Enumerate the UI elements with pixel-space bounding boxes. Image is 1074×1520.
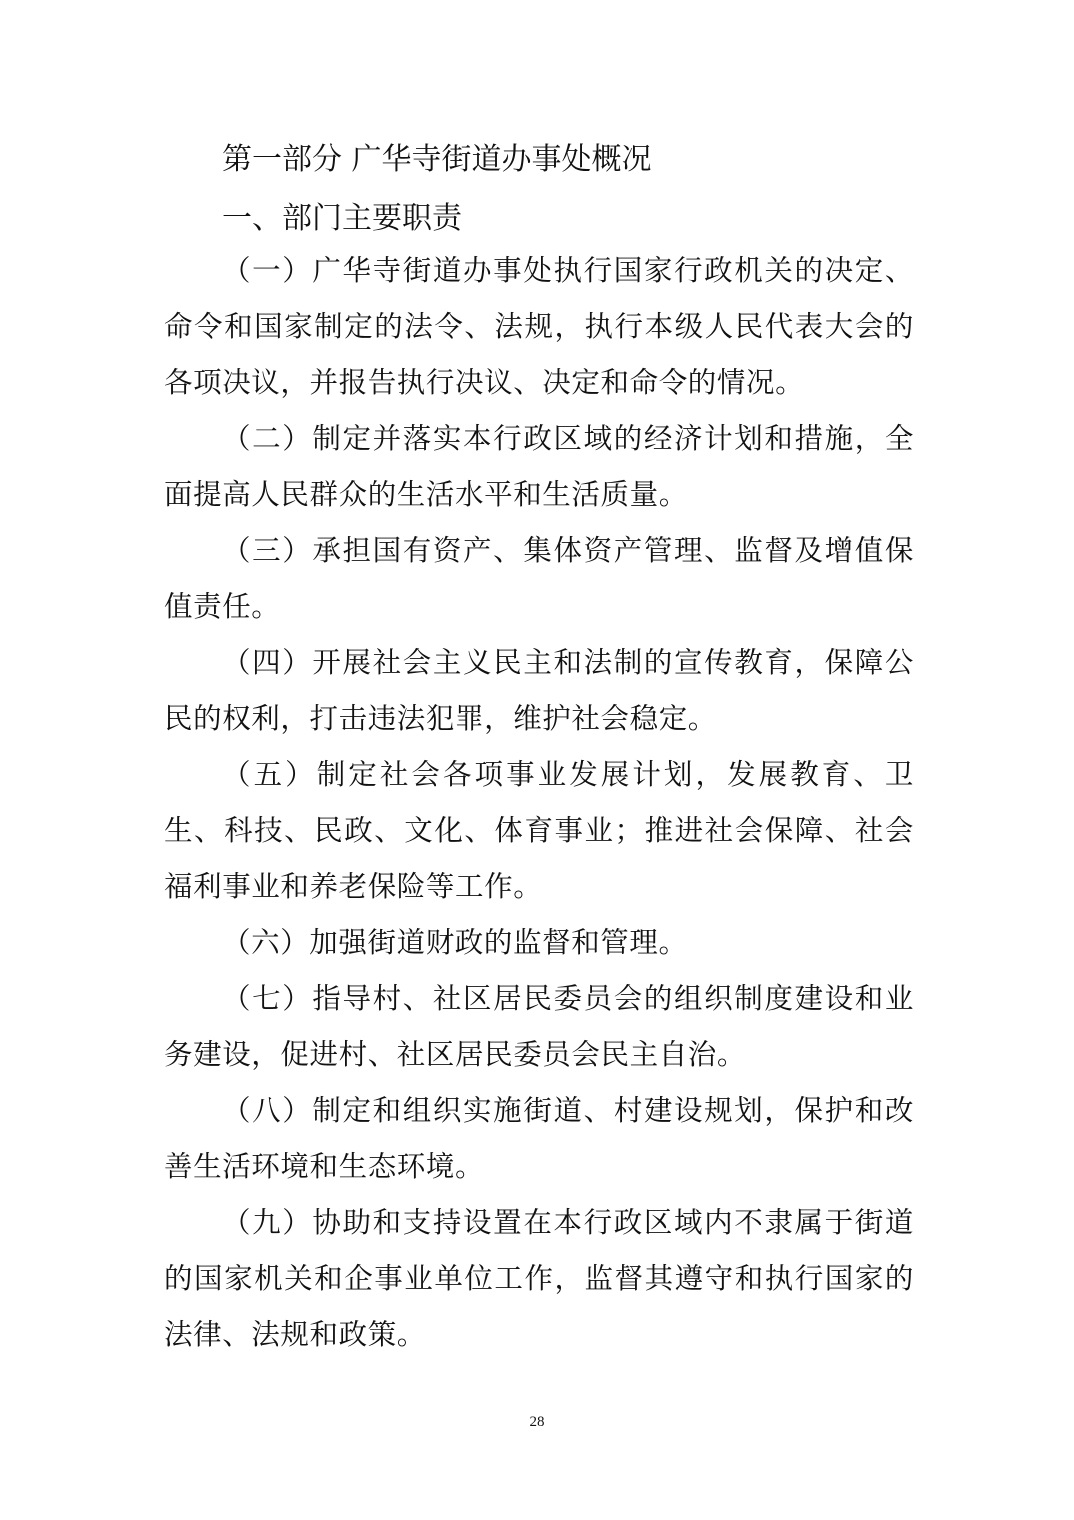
duty-paragraph-4: （四）开展社会主义民主和法制的宣传教育，保障公民的权利，打击违法犯罪，维护社会稳定。 <box>164 646 914 735</box>
duty-paragraph-9: （九）协助和支持设置在本行政区域内不隶属于街道的国家机关和企事业单位工作，监督其遵守和执行国家的法律、法规和政策。 <box>164 1206 914 1351</box>
duty-paragraph-6: （六）加强街道财政的监督和管理。 <box>222 926 688 959</box>
page-number: 28 <box>529 1414 545 1430</box>
part-title: 第一部分 广华寺街道办事处概况 <box>222 142 652 177</box>
duty-paragraph-8: （八）制定和组织实施街道、村建设规划，保护和改善生活环境和生态环境。 <box>164 1094 914 1183</box>
section-heading: 一、部门主要职责 <box>222 201 462 236</box>
duty-paragraph-5: （五）制定社会各项事业发展计划，发展教育、卫生、科技、民政、文化、体育事业；推进社会保障、社会福利事业和养老保险等工作。 <box>164 758 914 903</box>
duty-paragraph-1: （一）广华寺街道办事处执行国家行政机关的决定、命令和国家制定的法令、法规，执行本级人民代表大会的各项决议，并报告执行决议、决定和命令的情况。 <box>164 254 914 399</box>
duty-paragraph-2: （二）制定并落实本行政区域的经济计划和措施，全面提高人民群众的生活水平和生活质量。 <box>164 422 914 511</box>
duties-list <box>164 243 914 1363</box>
duty-paragraph-7: （七）指导村、社区居民委员会的组织制度建设和业务建设，促进村、社区居民委员会民主自治。 <box>164 982 914 1071</box>
duty-paragraph-3: （三）承担国有资产、集体资产管理、监督及增值保值责任。 <box>164 534 914 623</box>
